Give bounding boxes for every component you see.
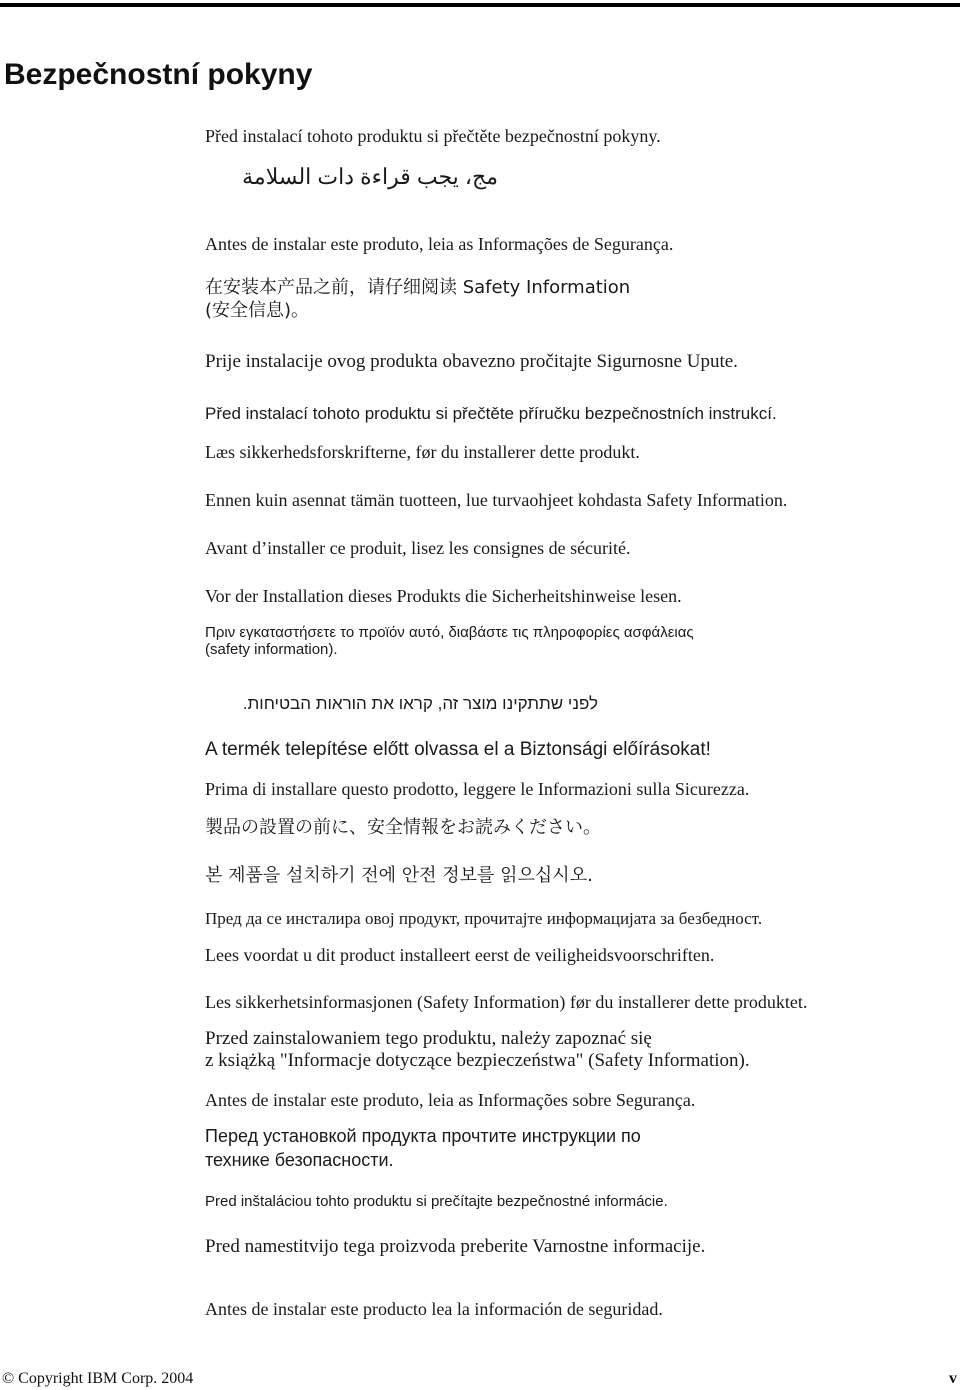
notice-hungarian: A termék telepítése előtt olvassa el a Biztonsági előírásokat! [205,739,711,760]
notice-norwegian: Les sikkerhetsinformasjonen (Safety Information) før du installerer dette produktet. [205,992,808,1012]
footer-copyright: © Copyright IBM Corp. 2004 [2,1370,194,1387]
notice-greek-line2: (safety information). [205,641,338,658]
page-title: Bezpečnostní pokyny [4,58,313,91]
notice-russian-line1: Перед установкой продукта прочтите инструкции по [205,1126,641,1146]
notice-chinese-simplified-line2: (安全信息)。 [205,300,310,321]
notice-danish: Læs sikkerhedsforskrifterne, før du installerer dette produkt. [205,442,640,462]
notice-german: Vor der Installation dieses Produkts die Sicherheitshinweise lesen. [205,586,682,606]
notice-finnish: Ennen kuin asennat tämän tuotteen, lue turvaohjeet kohdasta Safety Information. [205,490,788,510]
notice-czech-alt: Před instalací tohoto produktu si přečtěte příručku bezpečnostních instrukcí. [205,404,777,423]
notice-dutch: Lees voordat u dit product installeert eerst de veiligheidsvoorschriften. [205,945,715,965]
notice-hebrew: לפני שתתקינו מוצר זה, קראו את הוראות הבטיחות. [242,694,598,713]
notice-polish-line1: Przed zainstalowaniem tego produktu, należy zapoznać się [205,1028,652,1049]
notice-russian-line2: технике безопасности. [205,1150,394,1170]
notice-korean: 본 제품을 설치하기 전에 안전 정보를 읽으십시오. [205,865,593,886]
notice-czech: Před instalací tohoto produktu si přečtěte bezpečnostní pokyny. [205,126,661,146]
notice-macedonian: Пред да се инсталира овој продукт, прочитајте информацијата за безбедност. [205,909,763,928]
notice-croatian: Prije instalacije ovog produkta obavezno pročitajte Sigurnosne Upute. [205,351,738,372]
notice-japanese: 製品の設置の前に、安全情報をお読みください。 [205,817,601,838]
notice-portuguese-portugal: Antes de instalar este produto, leia as Informações sobre Segurança. [205,1090,696,1110]
page-number: v [949,1370,957,1387]
notice-chinese-simplified-line1: 在安装本产品之前，请仔细阅读 Safety Information [205,277,631,298]
top-rule [0,3,960,7]
notice-italian: Prima di installare questo prodotto, leggere le Informazioni sulla Sicurezza. [205,779,750,799]
notice-portuguese-brazil: Antes de instalar este produto, leia as Informações de Segurança. [205,234,674,254]
notice-slovenian: Pred namestitvijo tega proizvoda preberite Varnostne informacije. [205,1236,706,1257]
notice-polish-line2: z książką "Informacje dotyczące bezpieczeństwa" (Safety Information). [205,1050,750,1071]
notice-french: Avant d’installer ce produit, lisez les consignes de sécurité. [205,538,631,558]
notice-arabic: مج، يجب قراءة دات السلامة [242,164,498,189]
notice-spanish: Antes de instalar este producto lea la información de seguridad. [205,1299,663,1319]
notice-greek-line1: Πριν εγκαταστήσετε το προϊόν αυτό, διαβάστε τις πληροφορίες ασφάλειας [205,624,694,641]
notice-slovak: Pred inštaláciou tohto produktu si prečítajte bezpečnostné informácie. [205,1193,668,1210]
